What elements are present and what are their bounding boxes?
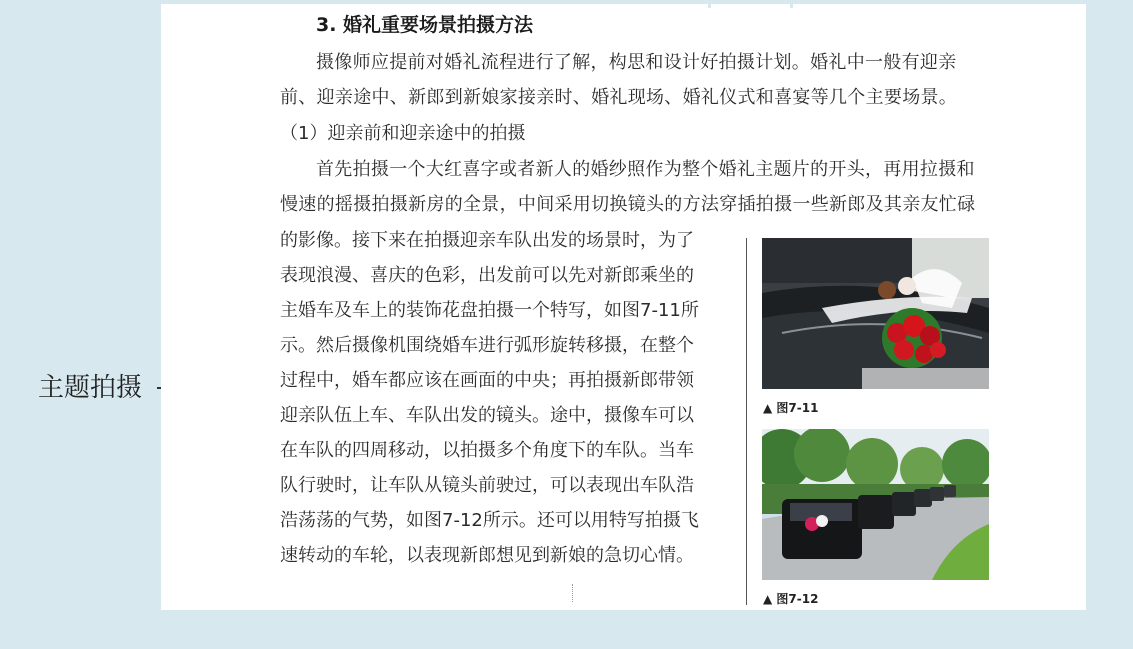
text-line: 迎亲队伍上车、车队出发的镜头。途中，摄像车可以: [280, 405, 694, 426]
figure-caption: ▲ 图7-12: [763, 592, 819, 606]
section-heading: 3. 婚礼重要场景拍摄方法: [316, 14, 534, 36]
text-line: 在车队的四周移动，以拍摄多个角度下的车队。当车: [280, 440, 694, 461]
body-paragraph-column: [280, 223, 730, 573]
text-line: 主婚车及车上的装饰花盘拍摄一个特写，如图7-11所: [280, 300, 699, 321]
side-annotation-label: 主题拍摄: [38, 373, 143, 403]
text-line: 队行驶时，让车队从镜头前驶过，可以表现出车队浩: [280, 475, 694, 496]
text-line: 表现浪漫、喜庆的色彩，出发前可以先对新郎乘坐的: [280, 265, 694, 286]
text-line: 摄像师应提前对婚礼流程进行了解，构思和设计好拍摄计划。婚礼中一般有迎亲: [316, 52, 957, 73]
top-edge-mark: [708, 4, 711, 8]
page-dot-mark: [572, 584, 574, 602]
text-line: 首先拍摄一个大红喜字或者新人的婚纱照作为整个婚礼主题片的开头，再用拉摄和: [316, 159, 975, 180]
top-edge-mark: [790, 4, 793, 8]
wedding-car-bouquet-photo: [762, 238, 989, 389]
figure-caption: ▲ 图7-11: [763, 401, 819, 415]
intro-paragraph: [280, 45, 992, 115]
text-line: 的影像。接下来在拍摄迎亲车队出发的场景时，为了: [280, 230, 694, 251]
subheading: （1）迎亲前和迎亲途中的拍摄: [280, 123, 526, 144]
text-line: 慢速的摇摄拍摄新房的全景，中间采用切换镜头的方法穿插拍摄一些新郎及其亲友忙碌: [280, 194, 976, 215]
text-line: 示。然后摄像机围绕婚车进行弧形旋转移摄，在整个: [280, 335, 694, 356]
body-paragraph-full: [280, 152, 992, 222]
document-page: [161, 4, 1086, 610]
column-divider: [746, 238, 747, 605]
text-line: 速转动的车轮，以表现新郎想见到新娘的急切心情。: [280, 545, 694, 566]
wedding-convoy-photo: [762, 429, 989, 580]
text-line: 前、迎亲途中、新郎到新娘家接亲时、婚礼现场、婚礼仪式和喜宴等几个主要场景。: [280, 87, 958, 108]
text-line: 过程中，婚车都应该在画面的中央；再拍摄新郎带领: [280, 370, 694, 391]
text-line: 浩荡荡的气势，如图7-12所示。还可以用特写拍摄飞: [280, 510, 699, 531]
